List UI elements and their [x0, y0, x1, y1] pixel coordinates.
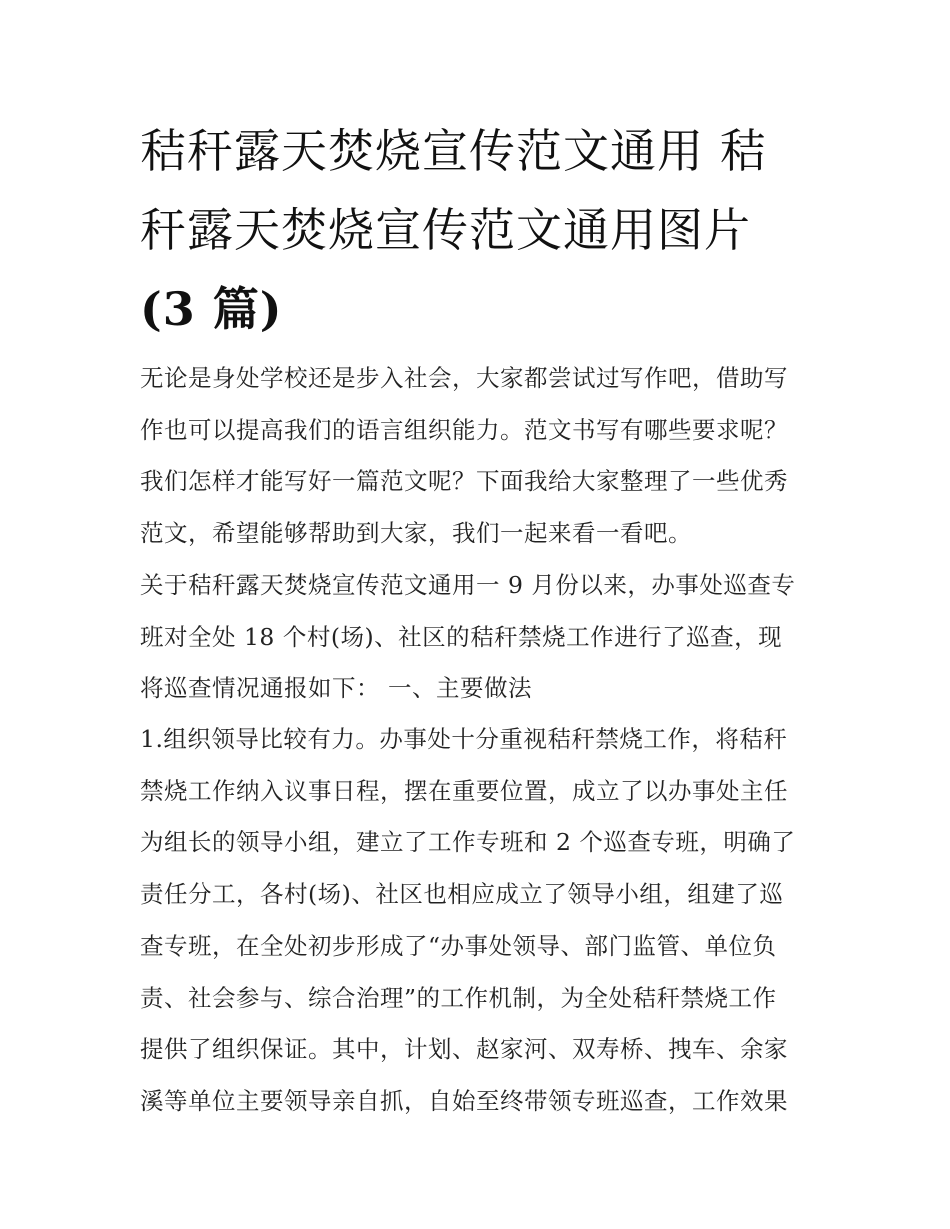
paragraph-report-intro [140, 560, 820, 715]
paragraph-line: 无论是身处学校还是步入社会，大家都尝试过写作吧，借助写 [140, 364, 788, 392]
paragraph-line: 责任分工，各村(场)、社区也相应成立了领导小组，组建了巡 [140, 880, 784, 909]
paragraph-line: 提供了组织保证。其中，计划、赵家河、双寿桥、拽车、余家 [140, 1035, 788, 1064]
paragraph-line: 溪等单位主要领导亲自抓，自始至终带领专班巡查，工作效果 [140, 1086, 788, 1115]
paragraph-item-1 [140, 714, 820, 1128]
paragraph-line: 范文，希望能够帮助到大家，我们一起来看一看吧。 [140, 519, 692, 548]
paragraph-line: 关于秸秆露天焚烧宣传范文通用一 9 月份以来，办事处巡查专 [140, 571, 796, 599]
title-line-3: (3 篇) [140, 282, 283, 336]
document-title [140, 112, 820, 349]
paragraph-line: 1.组织领导比较有力。办事处十分重视秸秆禁烧工作，将秸秆 [140, 725, 788, 753]
paragraph-line: 查专班，在全处初步形成了“办事处领导、部门监管、单位负 [140, 931, 777, 960]
title-line-2: 秆露天焚烧宣传范文通用图片 [140, 203, 751, 257]
paragraph-line: 作也可以提高我们的语言组织能力。范文书写有哪些要求呢？ [140, 415, 788, 444]
paragraph-line: 我们怎样才能写好一篇范文呢？下面我给大家整理了一些优秀 [140, 467, 788, 496]
paragraph-line: 为组长的领导小组，建立了工作专班和 2 个巡查专班，明确了 [140, 828, 796, 857]
paragraph-line: 责、社会参与、综合治理”的工作机制，为全处秸秆禁烧工作 [140, 983, 777, 1012]
title-line-1: 秸秆露天焚烧宣传范文通用 秸 [140, 124, 767, 178]
paragraph-intro [140, 353, 820, 560]
paragraph-line: 班对全处 18 个村(场)、社区的秸秆禁烧工作进行了巡查，现 [140, 622, 783, 651]
paragraph-line: 将巡查情况通报如下： 一、主要做法 [140, 674, 532, 703]
paragraph-line: 禁烧工作纳入议事日程，摆在重要位置，成立了以办事处主任 [140, 776, 788, 805]
